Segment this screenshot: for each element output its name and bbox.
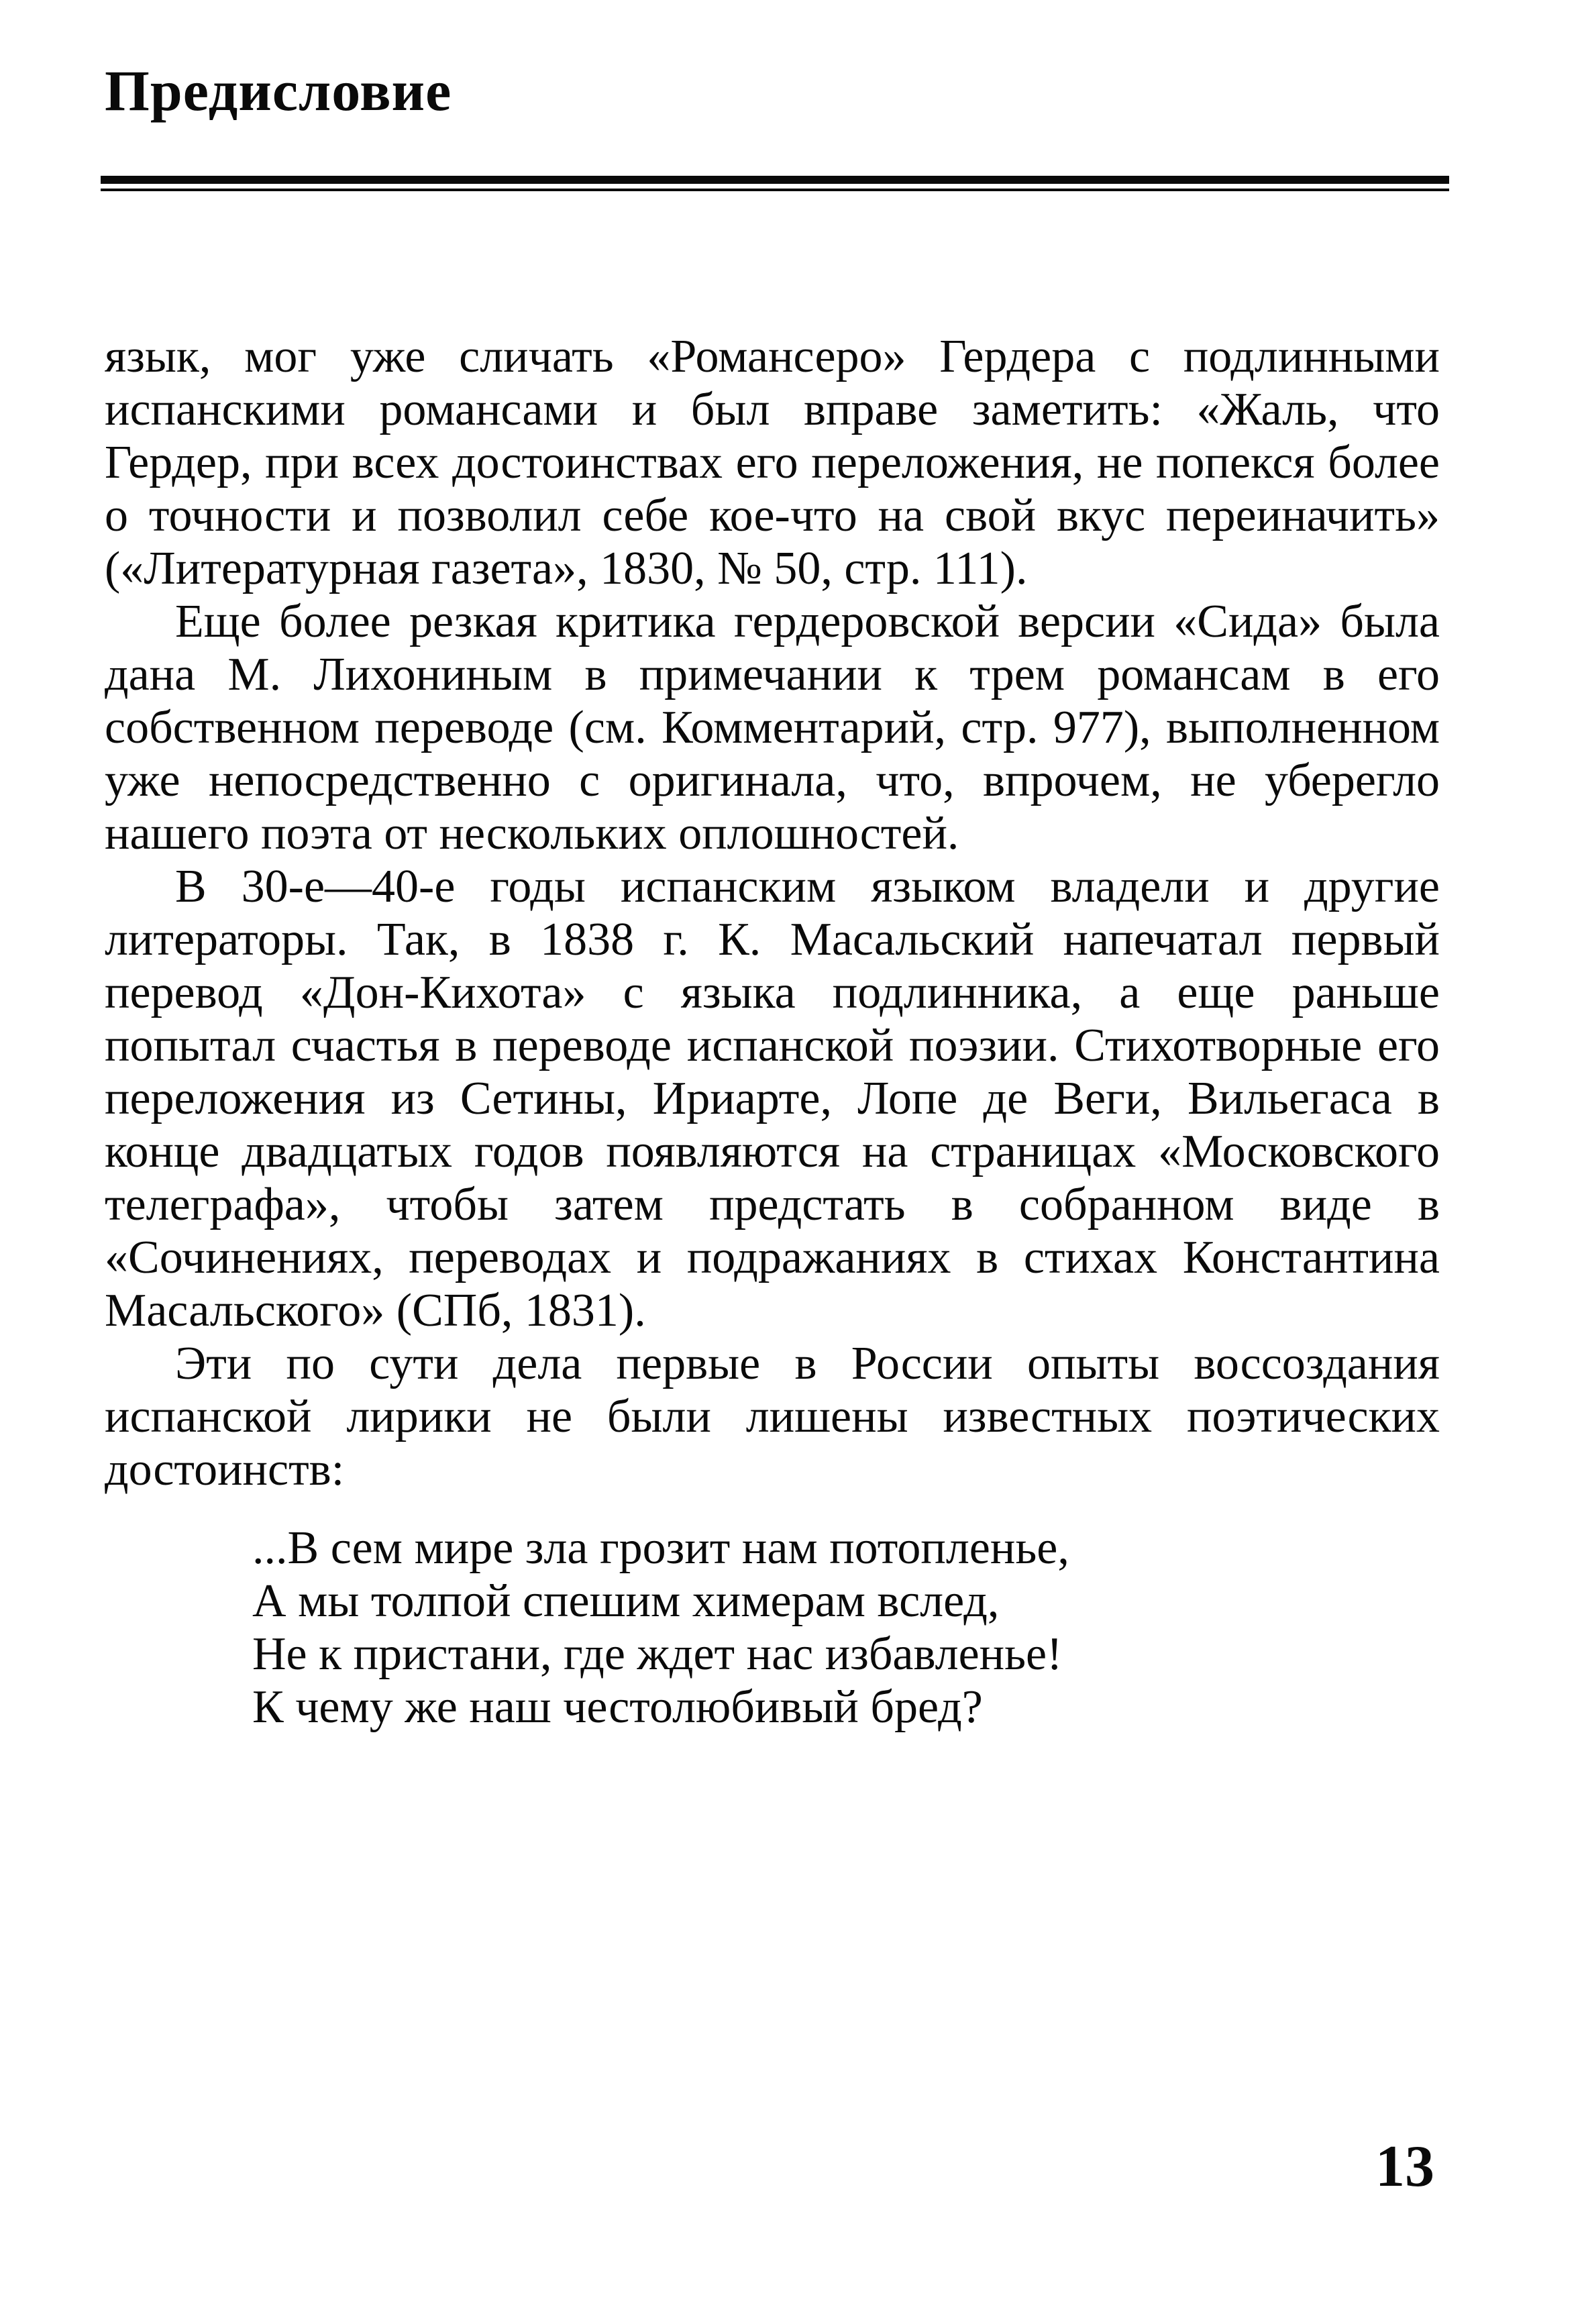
poem-line: К чему же наш честолюбивый бред? (252, 1681, 983, 1733)
header-rule-thin (101, 189, 1449, 191)
poem-line: ...В сем мире зла грозит нам потопленье, (252, 1522, 1069, 1574)
page-body (105, 330, 1440, 1734)
poem-line: Не к пристани, где ждет нас избавленье! (252, 1628, 1063, 1680)
paragraph: Эти по сути дела первые в России опыты воссоздания испанской лирики не были лишены известных поэтических достоинств: (105, 1338, 1440, 1495)
page-header-title: Предисловие (105, 58, 452, 123)
paragraph: Еще более резкая критика гердеровской версии «Сида» была дана М. Лихониным в примечании к трем романсам в его собственном переводе (см. Комментарий, стр. 977), выполненном уже непосредственно с оригинала, что, впрочем, не уберегло нашего поэта от нескольких оплошностей. (105, 596, 1440, 859)
header-rule-thick (101, 176, 1449, 184)
page-number: 13 (1375, 2134, 1434, 2199)
poem-line: А мы толпой спешим химерам вслед, (252, 1575, 1000, 1627)
paragraph-continued: язык, мог уже сличать «Романсеро» Гердера с подлинными испанскими романсами и был вправе заметить: «Жаль, что Гердер, при всех достоинствах его переложения, не попекся более о точности и позволил себе кое-что на свой вкус переиначить» («Литературная газета», 1830, № 50, стр. 111). (105, 331, 1440, 594)
poem-quote (252, 1522, 1440, 1734)
paragraph: В 30-е—40-е годы испанским языком владели и другие литераторы. Так, в 1838 г. К. Масальский напечатал первый перевод «Дон-Кихота» с языка подлинника, а еще раньше попытал счастья в переводе испанской поэзии. Стихотворные его переложения из Сетины, Ириарте, Лопе де Веги, Вильегаса в конце двадцатых годов появляются на страницах «Московского телеграфа», чтобы затем предстать в собранном виде в «Сочинениях, переводах и подражаниях в стихах Константина Масальского» (СПб, 1831). (105, 861, 1440, 1336)
